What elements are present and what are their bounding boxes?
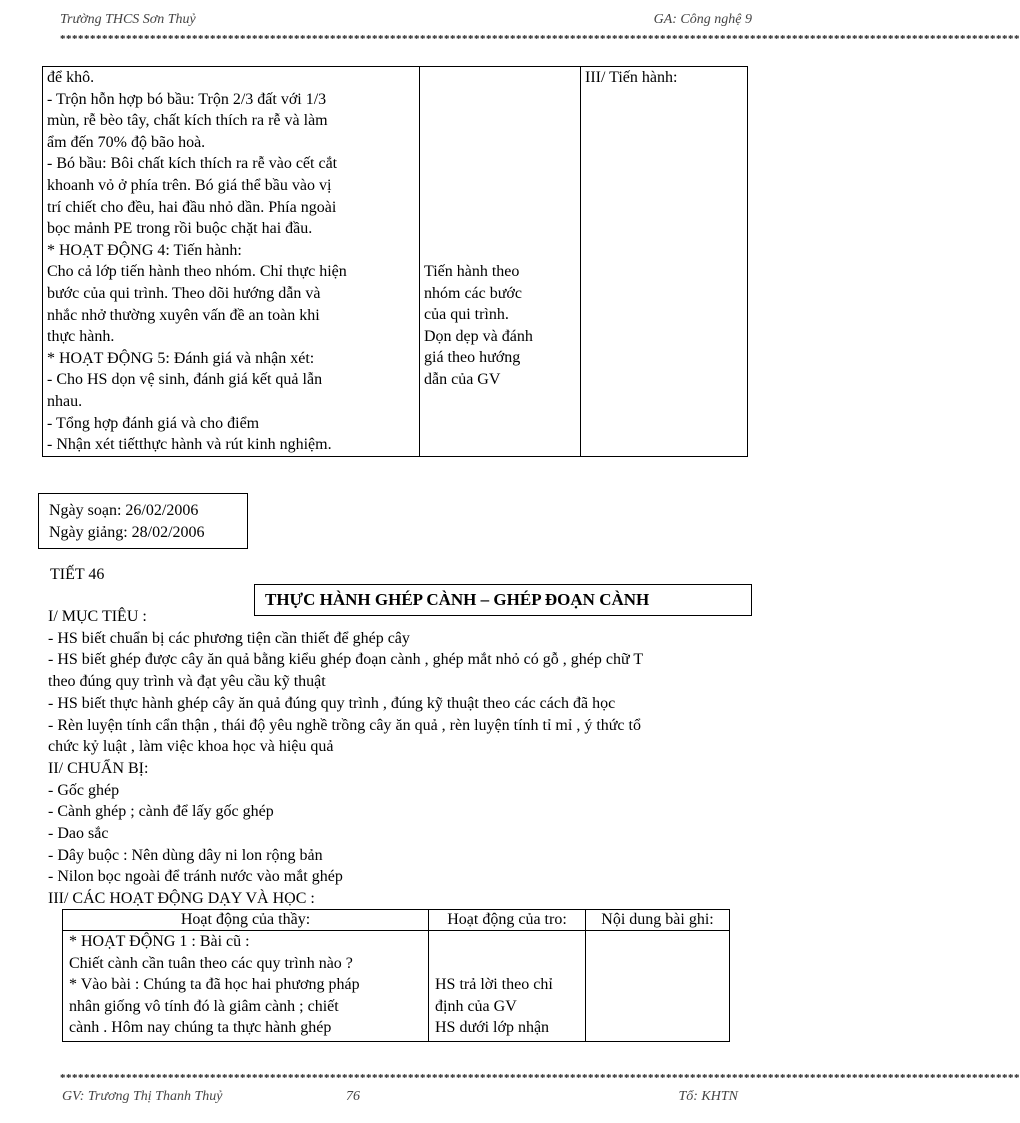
date-prepared: Ngày soạn: 26/02/2006: [49, 502, 199, 519]
text-line: - Bó bầu: Bôi chất kích thích ra rễ vào cết cắt: [47, 155, 338, 173]
text-line: Chiết cành cần tuân theo các quy trình nào ?: [69, 954, 353, 972]
header-subject: GA: Công nghệ 9: [653, 12, 752, 27]
teacher-activity-cell-2: [63, 931, 429, 1042]
content-heading: III/ Tiến hành:: [585, 69, 678, 86]
text-line: để khô.: [47, 69, 95, 86]
text-line: - Tổng hợp đánh giá và cho điểm: [47, 414, 260, 432]
header-school: Trường THCS Sơn Thuỷ: [60, 12, 196, 27]
col-header-student: Hoạt động của tro:: [429, 910, 586, 931]
text-line: dẫn của GV: [424, 370, 501, 388]
text-line: giá theo hướng: [424, 349, 521, 367]
text-line: Cho cả lớp tiến hành theo nhóm. Chỉ thực hiện: [47, 263, 347, 281]
text-line: * HOẠT ĐỘNG 1 : Bài cũ :: [69, 933, 250, 950]
body-line: - Cành ghép ; cành để lấy gốc ghép: [48, 803, 274, 821]
teacher-activity-cell: [43, 67, 420, 457]
text-line: nhắc nhở thường xuyên vấn đề an toàn khi: [47, 306, 320, 324]
text-line: [435, 931, 579, 953]
body-line: III/ CÁC HOẠT ĐỘNG DẠY VÀ HỌC :: [48, 890, 315, 908]
footer-group: Tổ: KHTN: [678, 1089, 738, 1104]
text-line: [435, 953, 579, 975]
text-line: bọc mảnh PE trong rồi buộc chặt hai đầu.: [47, 220, 313, 238]
lesson-title: THỰC HÀNH GHÉP CÀNH – GHÉP ĐOẠN CÀNH: [254, 584, 752, 616]
text-line: của qui trình.: [424, 306, 509, 324]
col-header-teacher: Hoạt động của thầy:: [63, 910, 429, 931]
text-line: nhóm các bước: [424, 284, 522, 302]
footer-teacher: GV: Trương Thị Thanh Thuỷ: [62, 1089, 223, 1104]
col-header-notes: Nội dung bài ghi:: [586, 910, 730, 931]
notes-cell-2: [586, 931, 730, 1042]
text-line: thực hành.: [47, 328, 115, 346]
date-taught: Ngày giảng: 28/02/2006: [49, 523, 205, 541]
body-line: - HS biết ghép được cây ăn quả bằng kiểu ghép đoạn cành , ghép mắt nhỏ có gỗ , ghép chữ T: [48, 651, 644, 669]
activities-table: [62, 909, 730, 1042]
text-line: - Cho HS dọn vệ sinh, đánh giá kết quả lẫn: [47, 371, 323, 389]
date-box: [38, 493, 248, 549]
body-line: - Nilon bọc ngoài để tránh nước vào mắt ghép: [48, 868, 343, 886]
footer-page-number: 76: [346, 1089, 360, 1104]
student-activity-lines: [424, 261, 576, 391]
text-line: * HOẠT ĐỘNG 5: Đánh giá và nhận xét:: [47, 349, 315, 367]
lesson-table-continued: [42, 66, 748, 457]
teacher-activity-lines: [47, 67, 415, 456]
body-line: I/ MỤC TIÊU :: [48, 608, 147, 625]
body-line: - Rèn luyện tính cẩn thận , thái độ yêu nghề trồng cây ăn quả , rèn luyện tính tỉ mỉ , ý thức tổ: [48, 716, 641, 734]
text-line: * HOẠT ĐỘNG 4: Tiến hành:: [47, 241, 242, 259]
header-divider: ****************************************************************************************************************************************************************: [60, 33, 1020, 45]
text-line: - Trộn hỗn hợp bó bầu: Trộn 2/3 đất với 1/3: [47, 90, 327, 108]
body-line: - Dây buộc : Nên dùng dây ni lon rộng bản: [48, 846, 323, 864]
text-line: nhân giống vô tính đó là giâm cành ; chiết: [69, 997, 339, 1015]
lesson-body: [48, 606, 643, 910]
text-line: khoanh vỏ ở phía trên. Bó giá thể bầu vào vị: [47, 176, 332, 194]
text-line: Tiến hành theo: [424, 263, 520, 280]
text-line: cành . Hôm nay chúng ta thực hành ghép: [69, 1019, 332, 1037]
student-activity-cell: [420, 67, 581, 457]
text-line: - Nhận xét tiếtthực hành và rút kinh nghiệm.: [47, 436, 332, 454]
footer-divider: ****************************************************************************************************************************************************************: [60, 1072, 1020, 1084]
body-line: - HS biết thực hành ghép cây ăn quả đúng quy trình , đúng kỹ thuật theo các cách đã học: [48, 694, 616, 712]
text-line: trí chiết cho đều, hai đầu nhỏ dần. Phía ngoài: [47, 198, 337, 216]
body-line: chức kỷ luật , làm việc khoa học và hiệu quả: [48, 738, 334, 756]
body-line: - HS biết chuẩn bị các phương tiện cần thiết để ghép cây: [48, 629, 410, 647]
lesson-number: TIẾT 46: [50, 566, 105, 583]
body-line: - Dao sắc: [48, 825, 109, 843]
text-line: HS trả lời theo chỉ: [435, 976, 553, 994]
content-cell: [581, 67, 748, 457]
text-line: ẩm đến 70% độ bão hoà.: [47, 133, 206, 151]
text-line: bước của qui trình. Theo dõi hướng dẫn và: [47, 284, 321, 302]
body-line: II/ CHUẨN BỊ:: [48, 759, 149, 777]
text-line: nhau.: [47, 392, 83, 410]
student-activity-cell-2: [429, 931, 586, 1042]
text-line: * Vào bài : Chúng ta đã học hai phương pháp: [69, 976, 360, 994]
body-line: - Gốc ghép: [48, 781, 120, 799]
body-line: theo đúng quy trình và đạt yêu cầu kỹ thuật: [48, 673, 326, 691]
text-line: Dọn dẹp và đánh: [424, 327, 533, 345]
text-line: định của GV: [435, 997, 517, 1015]
text-line: mùn, rễ bèo tây, chất kích thích ra rễ và làm: [47, 112, 328, 130]
text-line: HS dưới lớp nhận: [435, 1019, 550, 1037]
